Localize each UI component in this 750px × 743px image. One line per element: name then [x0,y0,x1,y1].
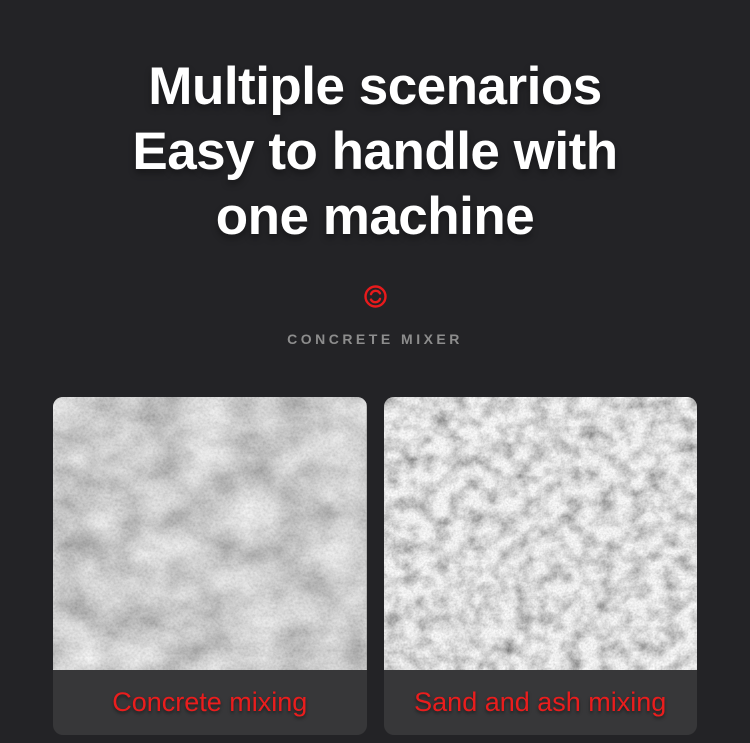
scenario-card-concrete [53,397,367,735]
title-line-1: Multiple scenarios [148,57,602,116]
scenario-cards [0,397,750,735]
rotate-mixer-icon [363,284,388,309]
title-line-2: Easy to handle with [132,122,618,182]
card-caption-concrete: Concrete mixing [112,686,308,717]
page-title [0,0,750,250]
card-caption-sand-ash: Sand and ash mixing [414,686,667,717]
title-line-3: one machine [215,187,535,247]
brand-label: CONCRETE MIXER [287,330,463,347]
concrete-mixing-photo [53,397,367,670]
sand-and-ash-mixing-photo [384,397,698,670]
brand-block [0,284,750,347]
scenario-card-sand-ash [384,397,698,735]
